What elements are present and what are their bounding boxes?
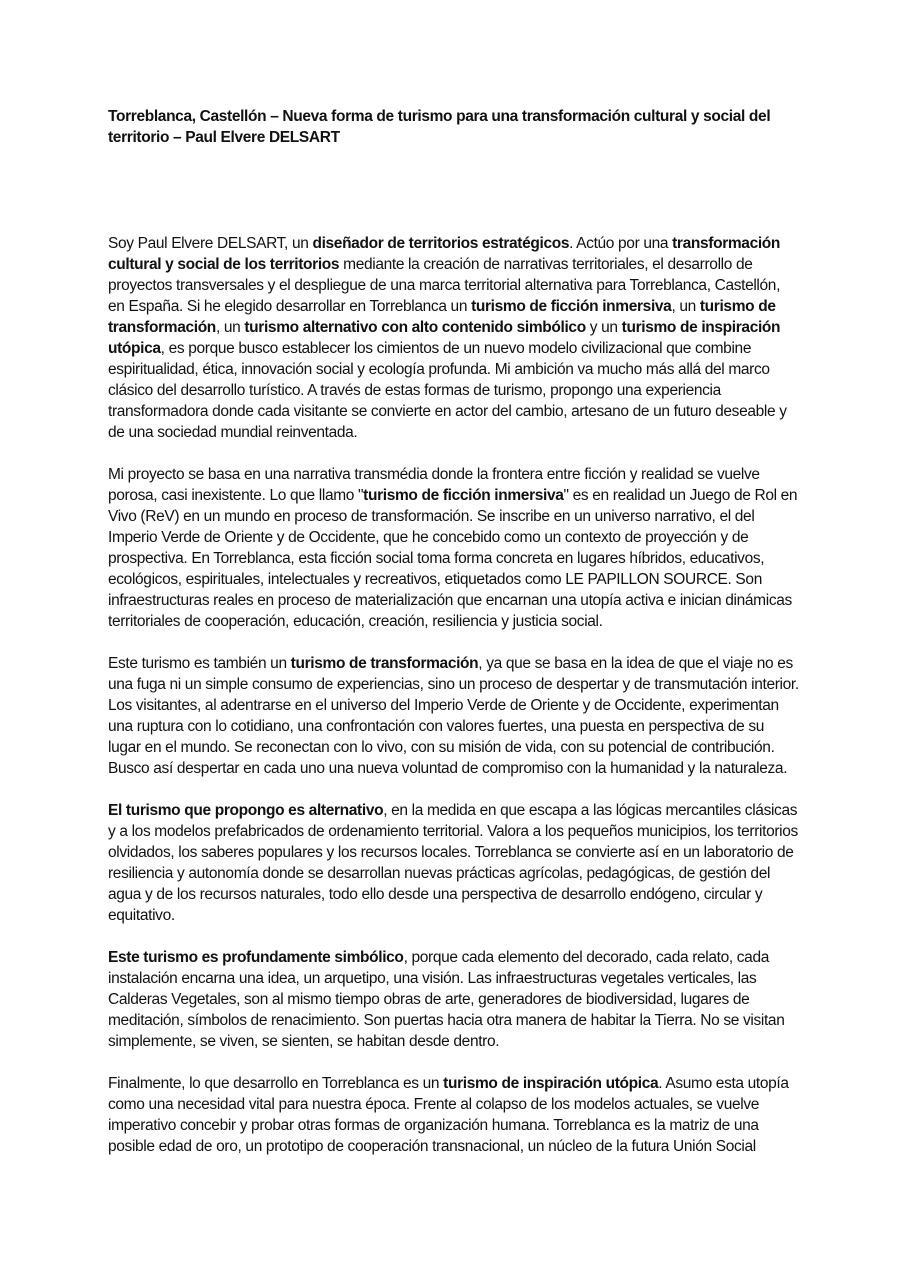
text-run: , en la medida en que escapa a las lógicas mercantiles clásicas y a los modelos prefabricados de ordenamiento territorial. Valora a los pequeños municipios, los territorios olvidados, los saberes populares y los recursos locales. Torreblanca se convierte así en un laboratorio de resiliencia y autonomía donde se desarrollan nuevas prácticas agrícolas, pedagógicas, de gestión del agua y de los recursos naturales, todo ello desde una perspectiva de desarrollo endógeno, circular y equitativo. bbox=[108, 802, 798, 924]
document-title: Torreblanca, Castellón – Nueva forma de turismo para una transformación cultural y social del territorio – Paul Elvere DELSART bbox=[108, 108, 771, 146]
paragraph-introduction bbox=[108, 233, 800, 443]
paragraph-immersive-fiction bbox=[108, 464, 800, 632]
bold-phrase: turismo de transformación bbox=[108, 298, 776, 336]
text-run: Soy Paul Elvere DELSART, un bbox=[108, 235, 313, 252]
text-run: mediante la creación de narrativas territoriales, el desarrollo de proyectos transversales y el despliegue de una marca territorial alternativa para Torreblanca, Castellón, en España. Si he elegido desarrollar en Torreblanca un bbox=[108, 256, 781, 315]
bold-phrase: turismo de transformación bbox=[290, 655, 479, 672]
text-run: Mi proyecto se basa en una narrativa transmédia donde la frontera entre ficción y realidad se vuelve porosa, casi inexistente. Lo que llamo " bbox=[108, 466, 760, 504]
bold-phrase: transformación cultural y social de los territorios bbox=[108, 235, 781, 273]
text-run: , ya que se basa en la idea de que el viaje no es una fuga ni un simple consumo de experiencias, sino un proceso de despertar y de transmutación interior. Los visitantes, al adentrarse en el universo del Imperio Verde de Oriente y de Occidente, experimentan una ruptura con lo cotidiano, una confrontación con valores fuertes, una puesta en perspectiva de su lugar en el mundo. Se reconectan con lo vivo, con su misión de vida, con su potencial de contribución. Busco así despertar en cada uno una nueva voluntad de compromiso con la humanidad y la naturaleza. bbox=[108, 655, 799, 777]
document-body bbox=[108, 106, 800, 1178]
bold-phrase: turismo de ficción inmersiva bbox=[471, 298, 672, 315]
bold-phrase: diseñador de territorios estratégicos bbox=[312, 235, 570, 252]
text-run: y un bbox=[585, 319, 622, 336]
bold-phrase: El turismo que propongo es alternativo bbox=[108, 802, 384, 819]
text-run: Este turismo es también un bbox=[108, 655, 291, 672]
text-run: Finalmente, lo que desarrollo en Torreblanca es un bbox=[108, 1075, 444, 1092]
text-run: , un bbox=[671, 298, 700, 315]
paragraph-transformation bbox=[108, 653, 800, 779]
paragraph-alternative bbox=[108, 800, 800, 926]
text-run: , porque cada elemento del decorado, cada relato, cada instalación encarna una idea, un arquetipo, una visión. Las infraestructuras vegetales verticales, las Calderas Vegetales, son al mismo tiempo obras de arte, generadores de biodiversidad, lugares de meditación, símbolos de renacimiento. Son puertas hacia otra manera de habitar la Tierra. No se visitan simplemente, se viven, se sienten, se habitan desde dentro. bbox=[108, 949, 785, 1050]
bold-phrase: Este turismo es profundamente simbólico bbox=[108, 949, 404, 966]
text-run: . Asumo esta utopía como una necesidad vital para nuestra época. Frente al colapso de los modelos actuales, se vuelve imperativo concebir y probar otras formas de organización humana. Torreblanca es la matriz de una posible edad de oro, un prototipo de cooperación transnacional, un núcleo de la futura Unión Social bbox=[108, 1075, 789, 1155]
text-run: , es porque busco establecer los cimientos de un nuevo modelo civilizacional que combine espiritualidad, ética, innovación social y ecología profunda. Mi ambición va mucho más allá del marco clásico del desarrollo turístico. A través de estas formas de turismo, propongo una experiencia transformadora donde cada visitante se convierte en actor del cambio, artesano de un futuro deseable y de una sociedad mundial reinventada. bbox=[108, 340, 787, 441]
bold-phrase: turismo alternativo con alto contenido simbólico bbox=[244, 319, 586, 336]
bold-phrase: turismo de inspiración utópica bbox=[443, 1075, 659, 1092]
bold-phrase: turismo de inspiración utópica bbox=[108, 319, 781, 357]
bold-phrase: turismo de ficción inmersiva bbox=[363, 487, 564, 504]
paragraph-symbolic bbox=[108, 947, 800, 1052]
paragraph-utopian bbox=[108, 1073, 800, 1157]
text-run: " es en realidad un Juego de Rol en Vivo (ReV) en un mundo en proceso de transformación. Se inscribe en un universo narrativo, el del Imperio Verde de Oriente y de Occidente, que he concebido como un contexto de proyección y de prospectiva. En Torreblanca, esta ficción social toma forma concreta en lugares híbridos, educativos, ecológicos, espirituales, intelectuales y recreativos, etiquetados como LE PAPILLON SOURCE. Son infraestructuras reales en proceso de materialización que encarnan una utopía activa e inician dinámicas territoriales de cooperación, educación, creación, resiliencia y justicia social. bbox=[108, 487, 798, 630]
text-run: . Actúo por una bbox=[569, 235, 673, 252]
text-run: , un bbox=[215, 319, 245, 336]
